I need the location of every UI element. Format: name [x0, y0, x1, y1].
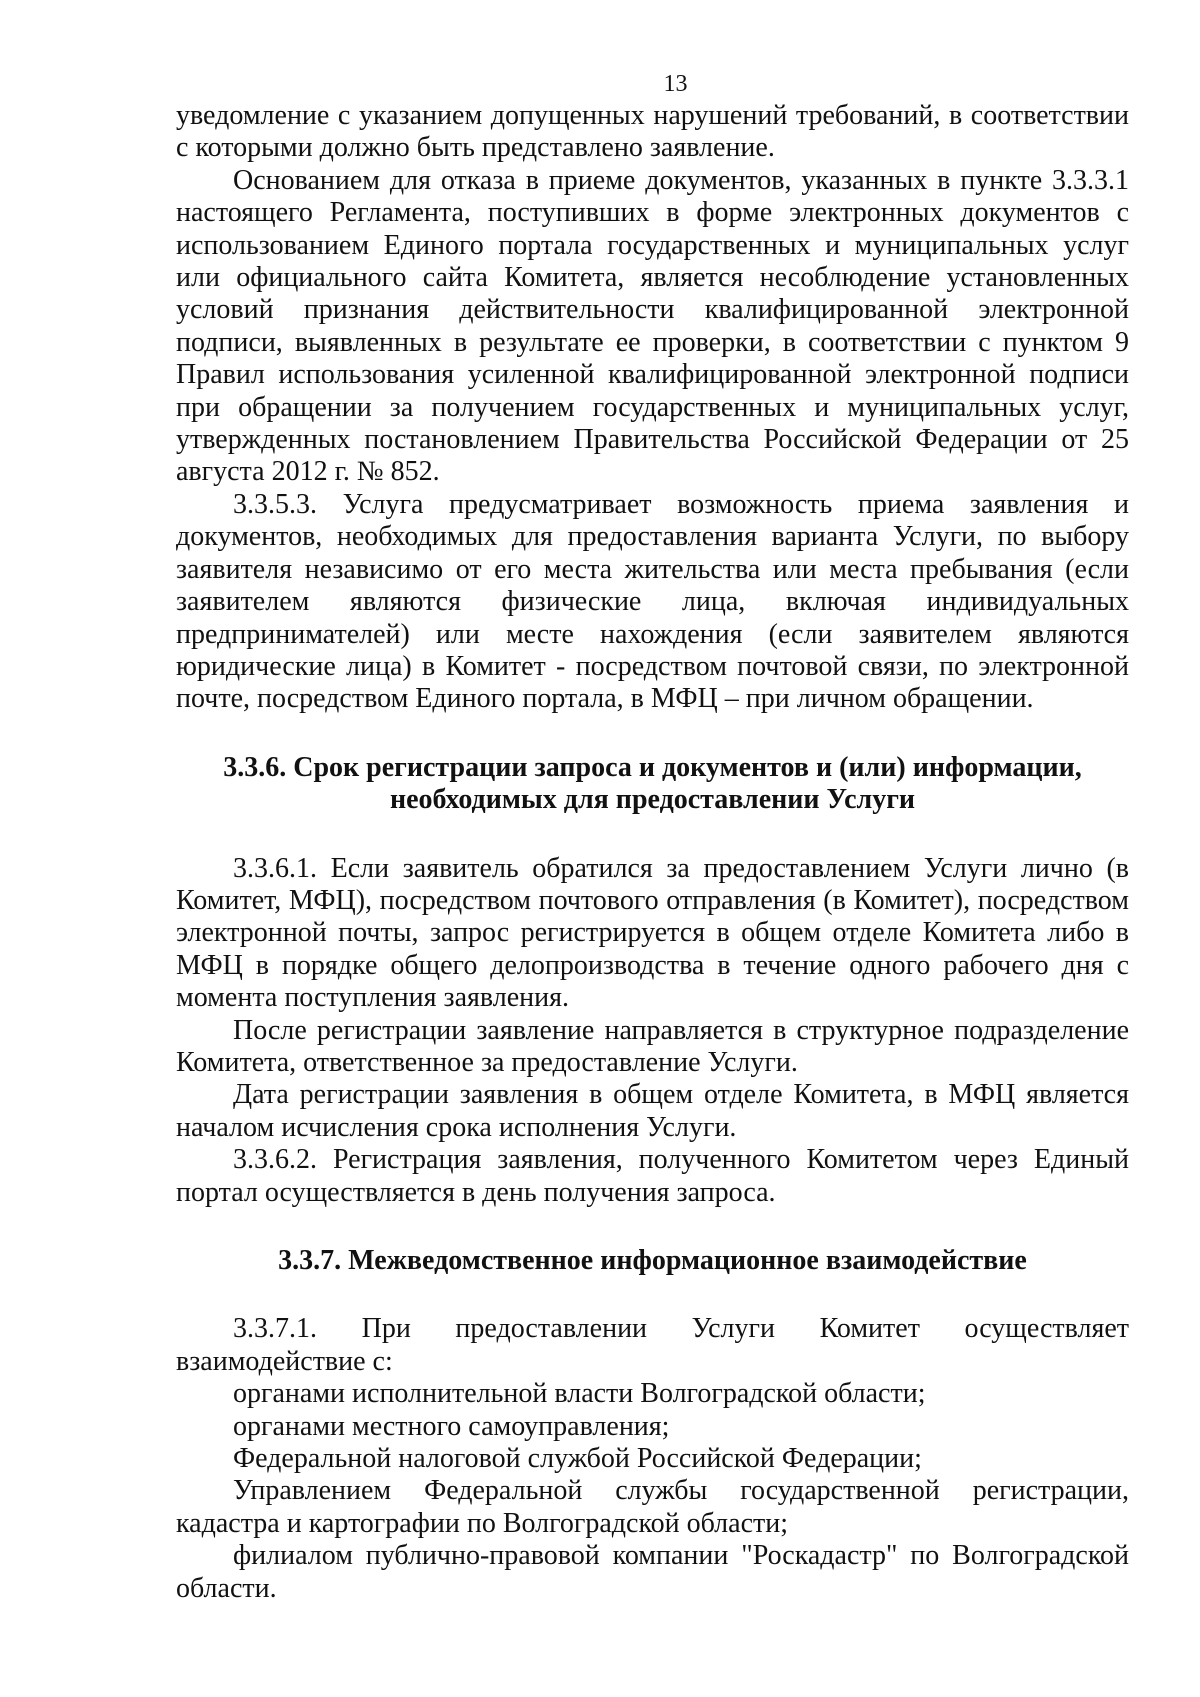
- heading-line-1: 3.3.6. Срок регистрации запроса и документов и (или) информации,: [223, 751, 1082, 783]
- list-item: Федеральной налоговой службой Российской Федерации;: [233, 1443, 922, 1475]
- list-item: органами исполнительной власти Волгоградской области;: [233, 1378, 926, 1410]
- paragraph-3-3-6-2: 3.3.6.2. Регистрация заявления, полученного Комитетом через Единый портал осуществляется в день получения запроса.: [176, 1144, 1129, 1208]
- paragraph-refusal-grounds: Основанием для отказа в приеме документов, указанных в пункте 3.3.3.1 настоящего Регламента, поступивших в форме электронных документов с использованием Единого портала государственных и муниципальных услуг или официального сайта Комитета, является несоблюдение установленных условий признания действительности квалифицированной электронной подписи, выявленных в результате ее проверки, в соответствии с пунктом 9 Правил использования усиленной квалифицированной электронной подписи при обращении за получением государственных и муниципальных услуг, утвержденных постановлением Правительства Российской Федерации от 25 августа 2012 г. № 852.: [176, 164, 1129, 488]
- heading-line-2: необходимых для предоставлении Услуги: [389, 784, 916, 816]
- list-item: Управлением Федеральной службы государственной регистрации, кадастра и картографии по Волгоградской области;: [176, 1475, 1129, 1539]
- paragraph-3-3-5-3: 3.3.5.3. Услуга предусматривает возможность приема заявления и документов, необходимых для предоставления варианта Услуги, по выбору заявителя независимо от его места жительства или места пребывания (если заявителем являются физические лица, включая индивидуальных предпринимателей) или месте нахождения (если заявителем являются юридические лица) в Комитет - посредством почтовой связи, по электронной почте, посредством Единого портала, в МФЦ – при личном обращении.: [176, 488, 1129, 715]
- spacer: [176, 1209, 1129, 1245]
- section-heading-3-3-6: [176, 752, 1129, 817]
- document-page: [176, 68, 1129, 1605]
- paragraph-3-3-6-1: 3.3.6.1. Если заявитель обратился за предоставлением Услуги лично (в Комитет, МФЦ), посредством почтового отправления (в Комитет), посредством электронной почты, запрос регистрируется в общем отделе Комитета либо в МФЦ в порядке общего делопроизводства в течение одного рабочего дня с момента поступления заявления.: [176, 852, 1129, 1014]
- spacer: [176, 716, 1129, 752]
- list-item: органами местного самоуправления;: [233, 1410, 670, 1442]
- spacer: [176, 817, 1129, 853]
- paragraph-after-registration: После регистрации заявление направляется в структурное подразделение Комитета, ответственное за предоставление Услуги.: [176, 1014, 1129, 1078]
- list-item: филиалом публично-правовой компании "Роскадастр" по Волгоградской области.: [176, 1540, 1129, 1604]
- section-heading-3-3-7: 3.3.7. Межведомственное информационное взаимодействие: [278, 1245, 1027, 1276]
- paragraph-notice: уведомление с указанием допущенных нарушений требований, в соответствии с которыми должно быть представлено заявление.: [176, 100, 1129, 164]
- paragraph-registration-date: Дата регистрации заявления в общем отделе Комитета, в МФЦ является началом исчисления срока исполнения Услуги.: [176, 1079, 1129, 1143]
- paragraph-3-3-7-1: 3.3.7.1. При предоставлении Услуги Комитет осуществляет взаимодействие с:: [176, 1313, 1129, 1377]
- page-number: 13: [663, 71, 688, 97]
- spacer: [176, 1277, 1129, 1313]
